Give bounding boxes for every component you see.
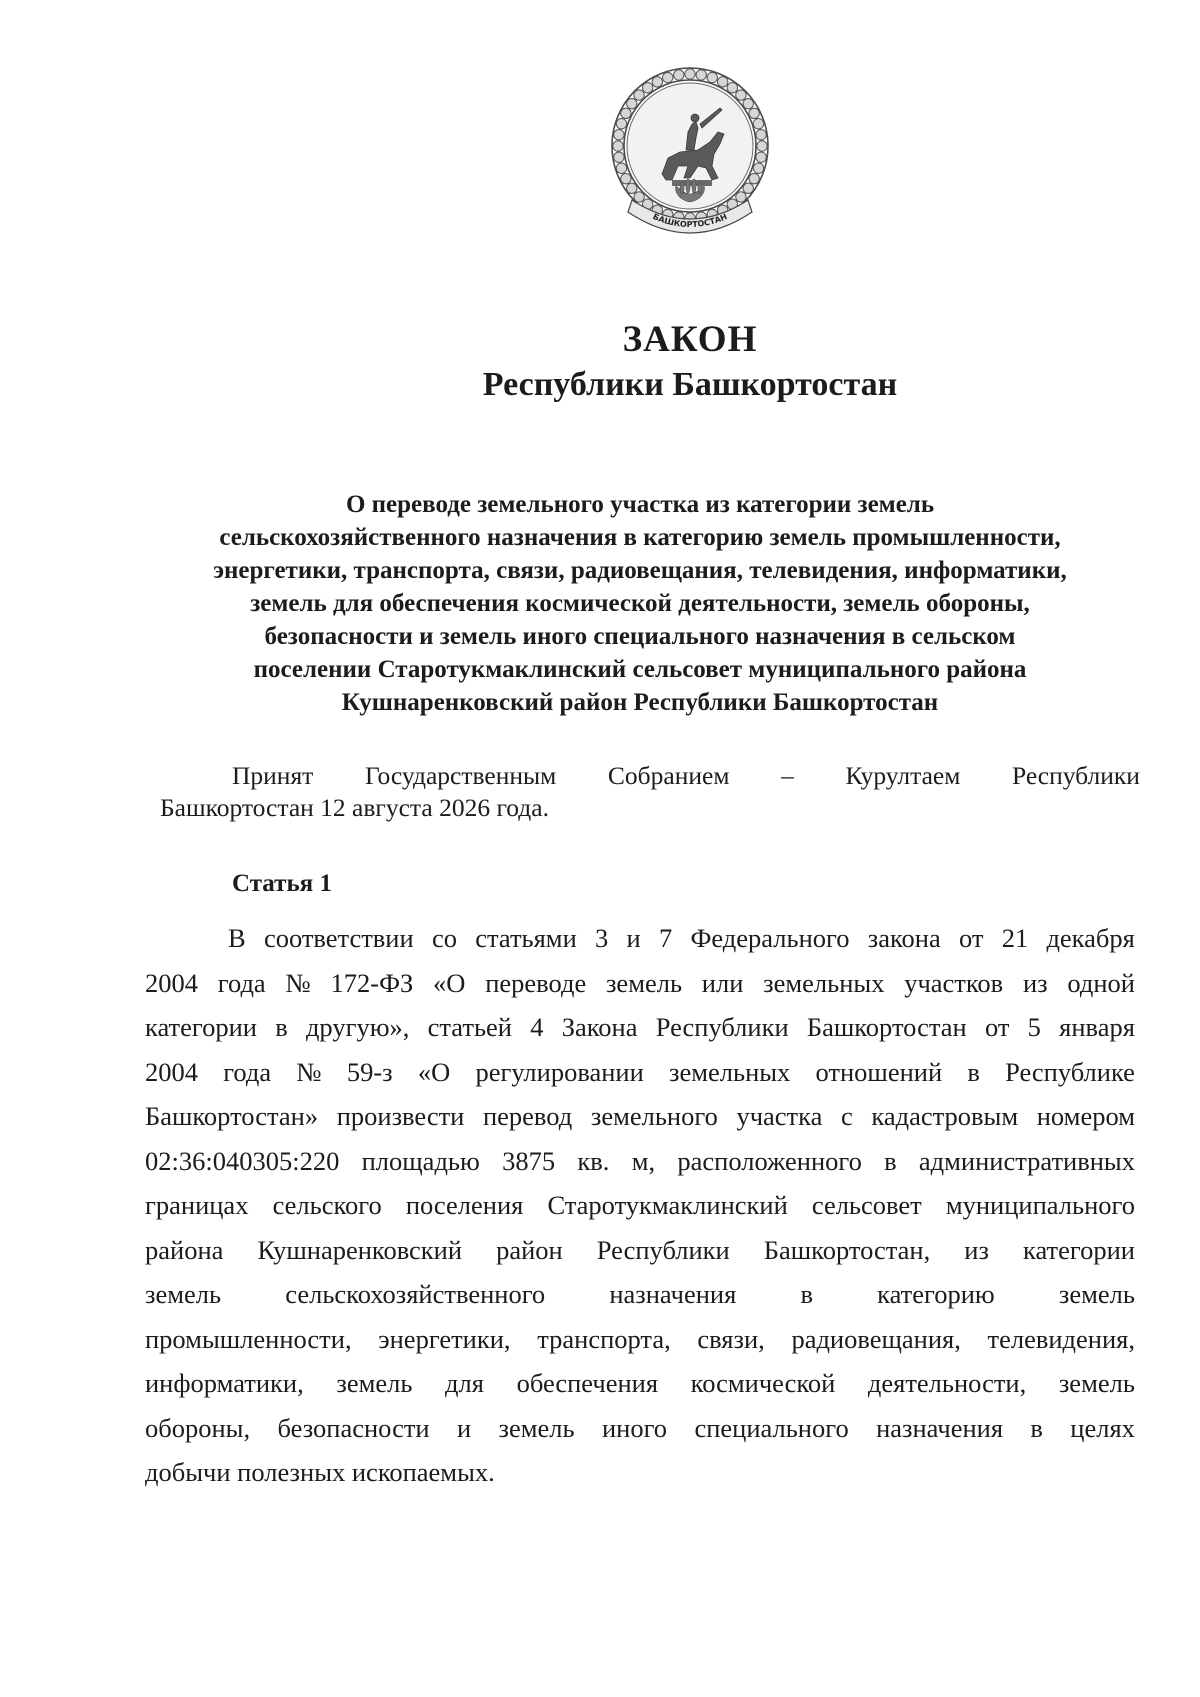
article-word: отношений: [815, 1056, 943, 1087]
article-word: 02:36:040305:220: [145, 1145, 340, 1176]
article-word: Закона: [561, 1012, 638, 1042]
article-word: 2004: [145, 967, 198, 998]
article-word: район: [496, 1234, 563, 1265]
article-word: участков: [904, 967, 1004, 998]
document-title: ЗАКОН: [622, 319, 758, 360]
law-heading-line: Кушнаренковский район Республики Башкортостан: [341, 689, 939, 716]
law-heading-line: безопасности и земель иного специального назначения в сельском: [264, 623, 1016, 650]
article-word: года: [217, 967, 266, 998]
adoption-word: Государственным: [364, 761, 557, 790]
article-word: информатики,: [145, 1368, 304, 1398]
article-word: для: [445, 1368, 484, 1398]
article-word: в: [800, 1279, 813, 1309]
emblem-ornament: [717, 77, 727, 87]
emblem-ornament: [756, 130, 766, 140]
article-word: назначения: [609, 1279, 737, 1309]
article-word: из: [1022, 967, 1048, 998]
law-heading-line: сельскохозяйственного назначения в категорию земель промышленности,: [219, 524, 1061, 551]
article-line: [145, 916, 1135, 961]
article-word: декабря: [1046, 923, 1135, 953]
article-word: в: [275, 1012, 288, 1042]
adoption-statement: [160, 760, 1140, 824]
article-word: Кушнаренковский: [257, 1234, 463, 1265]
article-word: №: [296, 1056, 322, 1087]
article-word: поселения: [405, 1190, 524, 1220]
article-word: и: [456, 1412, 472, 1443]
article-word: номером: [1036, 1101, 1135, 1131]
emblem-ornament: [749, 173, 759, 183]
article-line: [145, 1050, 1135, 1095]
law-heading-line: О переводе земельного участка из категории земель: [345, 491, 935, 518]
emblem-ornament: [621, 108, 631, 118]
article-word: сельскохозяйственного: [285, 1279, 546, 1309]
article-word: «О: [433, 967, 466, 998]
article-body: [145, 916, 1135, 1495]
article-line: [145, 1317, 1135, 1362]
article-word: В: [228, 923, 246, 953]
article-word: регулировании: [475, 1056, 644, 1087]
emblem-ornament: [616, 163, 626, 173]
adoption-word: Республики: [1012, 761, 1140, 790]
emblem-ornament: [627, 183, 637, 193]
article-word: земель: [1058, 1279, 1135, 1309]
law-heading: [160, 488, 1120, 719]
article-word: Республики: [596, 1234, 730, 1265]
article-line: [145, 1005, 1135, 1050]
emblem-ornament: [757, 141, 767, 151]
article-word: 7: [658, 923, 673, 953]
emblem-ornament: [614, 130, 624, 140]
emblem-ornament: [736, 192, 746, 202]
law-heading-line: энергетики, транспорта, связи, радиовещания, телевидения, информатики,: [213, 557, 1067, 584]
emblem-ornament: [753, 119, 763, 129]
article-word: промышленности,: [145, 1323, 352, 1354]
adoption-word: Курултаем: [845, 761, 961, 790]
article-line: [145, 1406, 1135, 1451]
article-word: района: [145, 1234, 224, 1265]
article-word: Старотукмаклинский: [547, 1190, 788, 1220]
article-line: [145, 1228, 1135, 1273]
article-word: 2004: [145, 1056, 198, 1087]
article-word: кв.: [577, 1145, 610, 1176]
emblem-ornament: [614, 152, 624, 162]
emblem-ornament: [696, 70, 706, 80]
emblem-ornament: [616, 119, 626, 129]
article-word: от: [958, 923, 984, 953]
article-word: категории: [145, 1012, 257, 1042]
article-word: назначения: [876, 1412, 1004, 1443]
article-word: телевидения,: [987, 1323, 1135, 1354]
article-word: в: [1030, 1412, 1043, 1443]
emblem-ornament: [634, 90, 644, 100]
article-word: года: [223, 1056, 272, 1087]
emblem-ornament: [736, 90, 746, 100]
article-line: [145, 961, 1135, 1006]
article-word: Башкортостан,: [763, 1234, 931, 1265]
article-word: земель: [1058, 1368, 1135, 1398]
article-word: иного: [601, 1412, 668, 1443]
article-word: закона: [867, 923, 941, 953]
article-word: обороны,: [145, 1412, 251, 1443]
article-word: Республике: [1005, 1056, 1135, 1087]
article-word: земель: [605, 967, 683, 998]
emblem-ornament: [727, 83, 737, 93]
article-word: января: [1059, 1012, 1135, 1042]
law-heading-line: поселении Старотукмаклинский сельсовет муниципального района: [253, 656, 1027, 683]
article-word: земельных: [669, 1056, 791, 1087]
article-word: 3875: [502, 1145, 556, 1176]
article-word: площадью: [361, 1145, 480, 1176]
adoption-line: Башкортостан 12 августа 2026 года.: [160, 793, 549, 822]
article-word: энергетики,: [378, 1323, 511, 1354]
article-word: радиовещания,: [791, 1323, 961, 1354]
article-word: земель: [498, 1412, 575, 1443]
article-line: [145, 1272, 1135, 1317]
article-word: Федерального: [690, 923, 850, 953]
article-word: сельсовет: [811, 1190, 922, 1220]
article-line: [145, 1361, 1135, 1406]
article-title: Статья 1: [232, 870, 332, 897]
emblem-ornament: [634, 192, 644, 202]
article-line: добычи полезных ископаемых.: [145, 1457, 495, 1487]
article-word: переводе: [485, 967, 587, 998]
article-word: соответствии: [263, 923, 414, 953]
article-word: 4: [530, 1012, 544, 1042]
article-word: в: [967, 1056, 980, 1087]
article-word: Башкортостан»: [145, 1101, 319, 1131]
article-word: от: [984, 1012, 1010, 1042]
article-word: и: [626, 923, 641, 953]
article-word: статьями: [475, 923, 577, 953]
article-word: «О: [417, 1056, 451, 1087]
emblem-ornament: [743, 183, 753, 193]
emblem-ornament: [652, 77, 662, 87]
emblem-ornament: [749, 108, 759, 118]
emblem-ornament: [674, 70, 684, 80]
article-word: земель: [336, 1368, 413, 1398]
adoption-word: –: [781, 761, 794, 790]
emblem-ornament: [743, 98, 753, 108]
adoption-word: Принят: [232, 761, 314, 790]
article-word: или: [701, 967, 744, 998]
document-subtitle: Республики Башкортостан: [482, 366, 898, 403]
article-word: 59-з: [346, 1056, 393, 1087]
article-word: Республики: [655, 1012, 789, 1042]
article-word: транспорта,: [537, 1323, 671, 1354]
emblem-ornament: [685, 69, 695, 79]
article-word: участка: [736, 1101, 823, 1131]
adoption-word: Собранием: [607, 761, 730, 790]
article-word: перевод: [482, 1101, 573, 1131]
article-word: м,: [631, 1145, 656, 1176]
article-word: границах: [145, 1190, 249, 1220]
article-word: земельных: [763, 967, 885, 998]
article-word: кадастровым: [871, 1101, 1019, 1131]
article-word: произвести: [336, 1101, 465, 1131]
emblem-ornament: [642, 83, 652, 93]
article-word: 172-ФЗ: [330, 967, 414, 998]
article-word: категории: [1023, 1234, 1135, 1265]
article-word: сельского: [272, 1190, 382, 1220]
article-word: 3: [595, 923, 609, 953]
article-line: [145, 1183, 1135, 1228]
article-word: деятельности,: [867, 1368, 1027, 1398]
article-word: муниципального: [945, 1190, 1135, 1220]
article-word: статьей: [427, 1012, 512, 1042]
article-word: другую»,: [305, 1012, 410, 1042]
article-word: специального: [694, 1412, 849, 1443]
article-word: связи,: [697, 1323, 765, 1354]
emblem-ornament: [627, 98, 637, 108]
emblem-ornament: [663, 72, 673, 82]
emblem-ribbon-text: БАШКОРТОСТАН: [651, 212, 729, 230]
article-word: административных: [918, 1145, 1135, 1176]
emblem-ornament: [756, 152, 766, 162]
article-word: №: [285, 967, 311, 998]
emblem-ornament: [613, 141, 623, 151]
article-line: [145, 1139, 1135, 1184]
article-word: одной: [1067, 967, 1135, 998]
emblem-ornament: [707, 72, 717, 82]
article-word: со: [431, 923, 457, 953]
article-word: Башкортостан: [806, 1012, 967, 1042]
emblem-ornament: [753, 163, 763, 173]
article-word: космической: [690, 1368, 836, 1398]
article-word: 21: [1001, 923, 1029, 953]
article-word: в: [884, 1145, 897, 1176]
coat-of-arms-icon: [602, 62, 778, 242]
article-word: из: [964, 1234, 989, 1265]
article-word: с: [841, 1101, 853, 1131]
article-word: целях: [1070, 1412, 1135, 1443]
article-word: земель: [145, 1279, 222, 1309]
article-word: расположенного: [677, 1145, 862, 1176]
article-word: безопасности: [277, 1412, 430, 1443]
article-word: земельного: [590, 1101, 718, 1131]
law-heading-line: земель для обеспечения космической деятельности, земель обороны,: [250, 590, 1030, 617]
article-word: обеспечения: [516, 1368, 659, 1398]
emblem-ornament: [621, 173, 631, 183]
adoption-line: [160, 760, 1140, 792]
article-word: 5: [1027, 1012, 1041, 1042]
article-word: категорию: [877, 1279, 995, 1309]
article-line: [145, 1094, 1135, 1139]
